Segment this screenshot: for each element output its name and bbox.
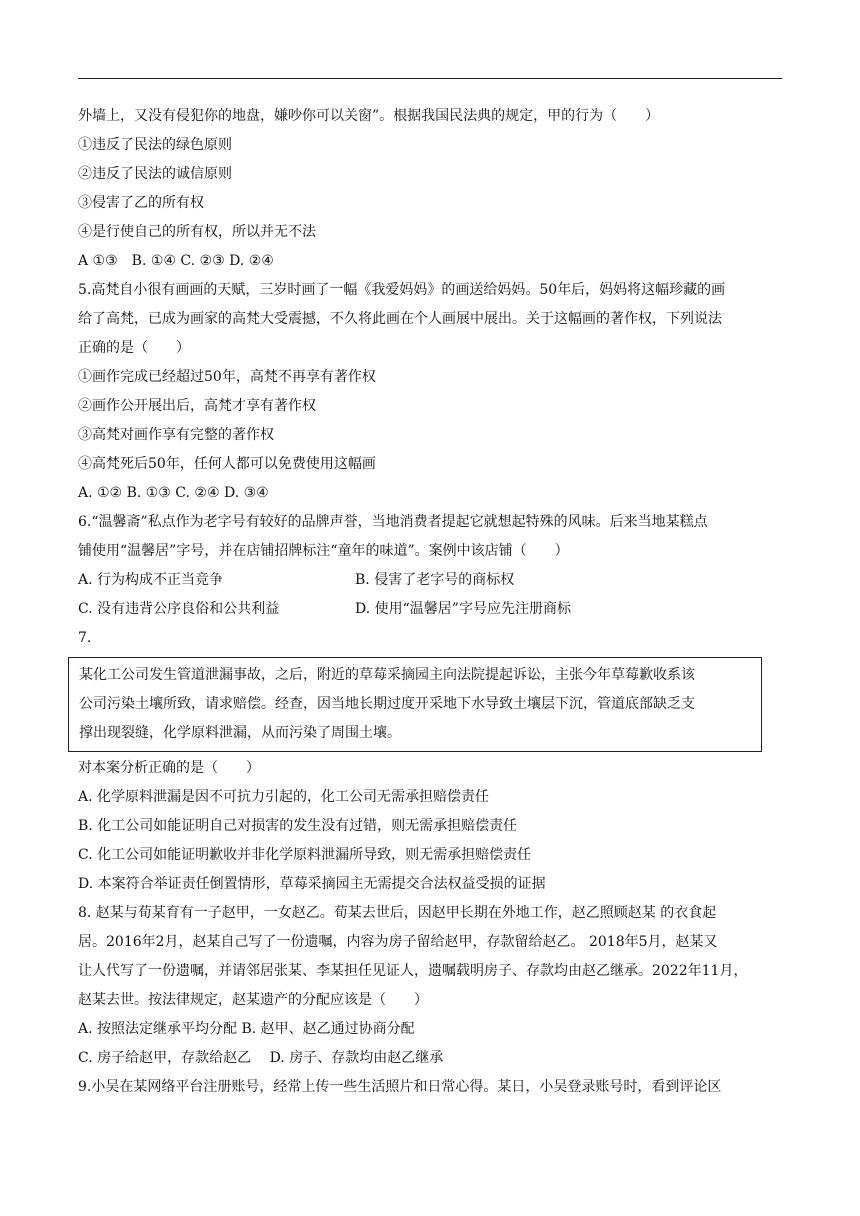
q6-option-b: B. 侵害了老字号的商标权 — [355, 572, 515, 588]
q6-option-d: D. 使用“温馨居”字号应先注册商标 — [355, 601, 571, 617]
q7-option-b: B. 化工公司如能证明自己对损害的发生没有过错，则无需承担赔偿责任 — [78, 818, 518, 834]
q5-stem-line-2: 给了高梵，已成为画家的高梵大受震撼，不久将此画在个人画展中展出。关于这幅画的著作权，下列说法 — [78, 311, 722, 327]
q4-stem-tail: 外墙上，又没有侵犯你的地盘，嫌吵你可以关窗”。根据我国民法典的规定，甲的行为（ ） — [78, 108, 660, 124]
q7-number: 7. — [78, 630, 92, 646]
q6-options-row-2 — [78, 595, 784, 624]
q7-option-a: A. 化学原料泄漏是因不可抗力引起的，化工公司无需承担赔偿责任 — [78, 789, 490, 805]
q4-options: A ①③ B. ①④ C. ②③ D. ②④ — [78, 253, 274, 269]
q4-item-3: ③侵害了乙的所有权 — [78, 195, 204, 211]
q5-item-1: ①画作完成已经超过50年，高梵不再享有著作权 — [78, 369, 376, 385]
q8-stem-line-2: 居。2016年2月，赵某自己写了一份遗嘱，内容为房子留给赵甲，存款留给赵乙。 2018年5月，赵某又 — [78, 934, 718, 950]
q7-case-line-1: 某化工公司发生管道泄漏事故，之后，附近的草莓采摘园主向法院提起诉讼，主张今年草莓歉收系该 — [79, 667, 695, 683]
q4-item-2: ②违反了民法的诚信原则 — [78, 166, 232, 182]
q5-stem-line-1: 5.高梵自小很有画画的天赋，三岁时画了一幅《我爱妈妈》的画送给妈妈。50年后，妈妈将这幅珍藏的画 — [78, 282, 726, 298]
q8-stem-line-1: 8. 赵某与荀某育有一子赵甲，一女赵乙。荀某去世后，因赵甲长期在外地工作，赵乙照顾赵某 的衣食起 — [78, 905, 717, 921]
q4-item-4: ④是行使自己的所有权，所以并无不法 — [78, 224, 316, 240]
q8-stem-line-4: 赵某去世。按法律规定，赵某遗产的分配应该是（ ） — [78, 992, 428, 1008]
header-rule — [78, 78, 782, 79]
q8-options-row-2: C. 房子给赵甲，存款给赵乙 D. 房子、存款均由赵乙继承 — [78, 1050, 444, 1066]
q6-stem-line-2: 铺使用“温馨居”字号，并在店铺招牌标注“童年的味道”。案例中该店铺（ ） — [78, 543, 569, 559]
q7-option-d: D. 本案符合举证责任倒置情形，草莓采摘园主无需提交合法权益受损的证据 — [78, 876, 546, 892]
q7-case-line-3: 撑出现裂缝，化学原料泄漏，从而污染了周围土壤。 — [79, 725, 401, 741]
q5-stem-line-3: 正确的是（ ） — [78, 340, 190, 356]
q7-case-line-2: 公司污染土壤所致，请求赔偿。经查，因当地长期过度开采地下水导致土壤层下沉，管道底部缺乏支 — [79, 696, 695, 712]
q5-options: A. ①② B. ①③ C. ②④ D. ③④ — [78, 485, 269, 501]
q6-stem-line-1: 6.“温馨斋”私点作为老字号有较好的品牌声誉，当地消费者提起它就想起特殊的风味。后来当地某糕点 — [78, 514, 708, 530]
q6-options-row-1 — [78, 566, 784, 595]
q5-item-2: ②画作公开展出后，高梵才享有著作权 — [78, 398, 316, 414]
q7-case-box — [68, 657, 762, 752]
q6-option-a: A. 行为构成不正当竞争 — [78, 572, 224, 588]
q7-option-c: C. 化工公司如能证明歉收并非化学原料泄漏所导致，则无需承担赔偿责任 — [78, 847, 532, 863]
exam-page — [78, 102, 784, 1102]
q7-stem: 对本案分析正确的是（ ） — [78, 760, 260, 776]
q8-options-row-1: A. 按照法定继承平均分配 B. 赵甲、赵乙通过协商分配 — [78, 1021, 415, 1037]
q5-item-3: ③高梵对画作享有完整的著作权 — [78, 427, 274, 443]
q8-stem-line-3: 让人代写了一份遗嘱，并请邻居张某、李某担任见证人，遗嘱载明房子、存款均由赵乙继承。2022年11月， — [78, 963, 748, 979]
q6-option-c: C. 没有违背公序良俗和公共利益 — [78, 601, 280, 617]
q9-stem-line-1: 9.小吴在某网络平台注册账号，经常上传一些生活照片和日常心得。某日，小吴登录账号时，看到评论区 — [78, 1079, 722, 1095]
q5-item-4: ④高梵死后50年，任何人都可以免费使用这幅画 — [78, 456, 376, 472]
q4-item-1: ①违反了民法的绿色原则 — [78, 137, 232, 153]
